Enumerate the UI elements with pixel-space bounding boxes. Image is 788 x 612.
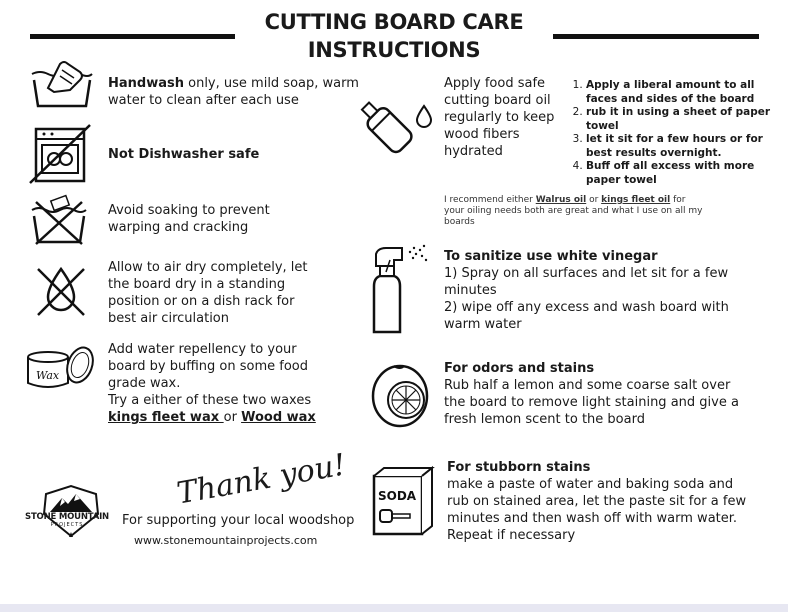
website-link[interactable]: www.stonemountainprojects.com xyxy=(134,534,318,547)
wax-jar-label: Wax xyxy=(36,369,60,382)
oil-recommendation: I recommend either Walrus oil or kings fleet oil for your oiling needs both are great and what I use on all my boards xyxy=(444,195,703,227)
walrus-oil-link[interactable]: Walrus oil xyxy=(535,195,587,205)
oil-step: 1. Apply a liberal amount to all faces and sides of the board xyxy=(586,79,776,106)
wax-text: Add water repellency to your board by buffing on some food grade wax. Try a either of these two waxes kings fleet wax or Wood wax xyxy=(108,342,316,425)
oil-steps-list xyxy=(572,79,776,187)
title-rule-left xyxy=(30,34,235,39)
oil-step: 2. rub it in using a sheet of paper towel xyxy=(586,106,776,133)
air-dry-text: Allow to air dry completely, let the board dry in a standing position or on a dish rack for best air circulation xyxy=(108,260,308,326)
dishwasher-text: Not Dishwasher safe xyxy=(108,147,260,162)
support-text: For supporting your local woodshop xyxy=(122,513,355,528)
lemon-icon xyxy=(370,360,434,430)
kings-fleet-oil-link[interactable]: kings fleet oil xyxy=(601,195,671,205)
handwash-icon xyxy=(30,58,94,110)
oil-bottle-icon xyxy=(356,92,438,156)
air-dry-icon xyxy=(34,265,88,319)
oil-step: 3. let it sit for a few hours or for best results overnight. xyxy=(586,133,776,160)
soda-box-label: SODA xyxy=(378,489,417,503)
kings-fleet-wax-link[interactable]: kings fleet wax xyxy=(108,410,224,425)
oil-step: 4. Buff off all excess with more paper towel xyxy=(586,160,776,187)
logo-sub: PROJECTS xyxy=(50,522,84,528)
baking-soda-icon xyxy=(370,464,436,536)
wax-jar-icon xyxy=(26,343,96,393)
logo-name: STONE MOUNTAIN xyxy=(25,512,109,522)
no-soaking-icon xyxy=(30,196,88,246)
bottom-bar xyxy=(0,604,788,612)
soak-text: Avoid soaking to prevent warping and cracking xyxy=(108,203,270,235)
spray-bottle-icon xyxy=(366,242,432,336)
wood-wax-link[interactable]: Wood wax xyxy=(241,410,316,425)
thank-you-signature: Thank you! xyxy=(174,447,349,512)
title-rule-right xyxy=(553,34,759,39)
no-dishwasher-icon xyxy=(30,125,90,183)
vinegar-section: To sanitize use white vinegar 1) Spray on all surfaces and let sit for a few minutes 2) wipe off any excess and wash board with warm water xyxy=(444,249,729,332)
odors-section: For odors and stains Rub half a lemon and some coarse salt over the board to remove light staining and give a fresh lemon scent to the board xyxy=(444,361,739,427)
oil-text: Apply food safe cutting board oil regularly to keep wood fibers hydrated xyxy=(444,76,555,159)
handwash-text: Handwash only, use mild soap, warm water to clean after each use xyxy=(108,76,359,108)
stubborn-section: For stubborn stains make a paste of water and baking soda and rub on stained area, let the paste sit for a few minutes and then wash off with warm water. Repeat if necessary xyxy=(447,460,747,543)
page-title: CUTTING BOARD CARE INSTRUCTIONS xyxy=(264,10,524,62)
